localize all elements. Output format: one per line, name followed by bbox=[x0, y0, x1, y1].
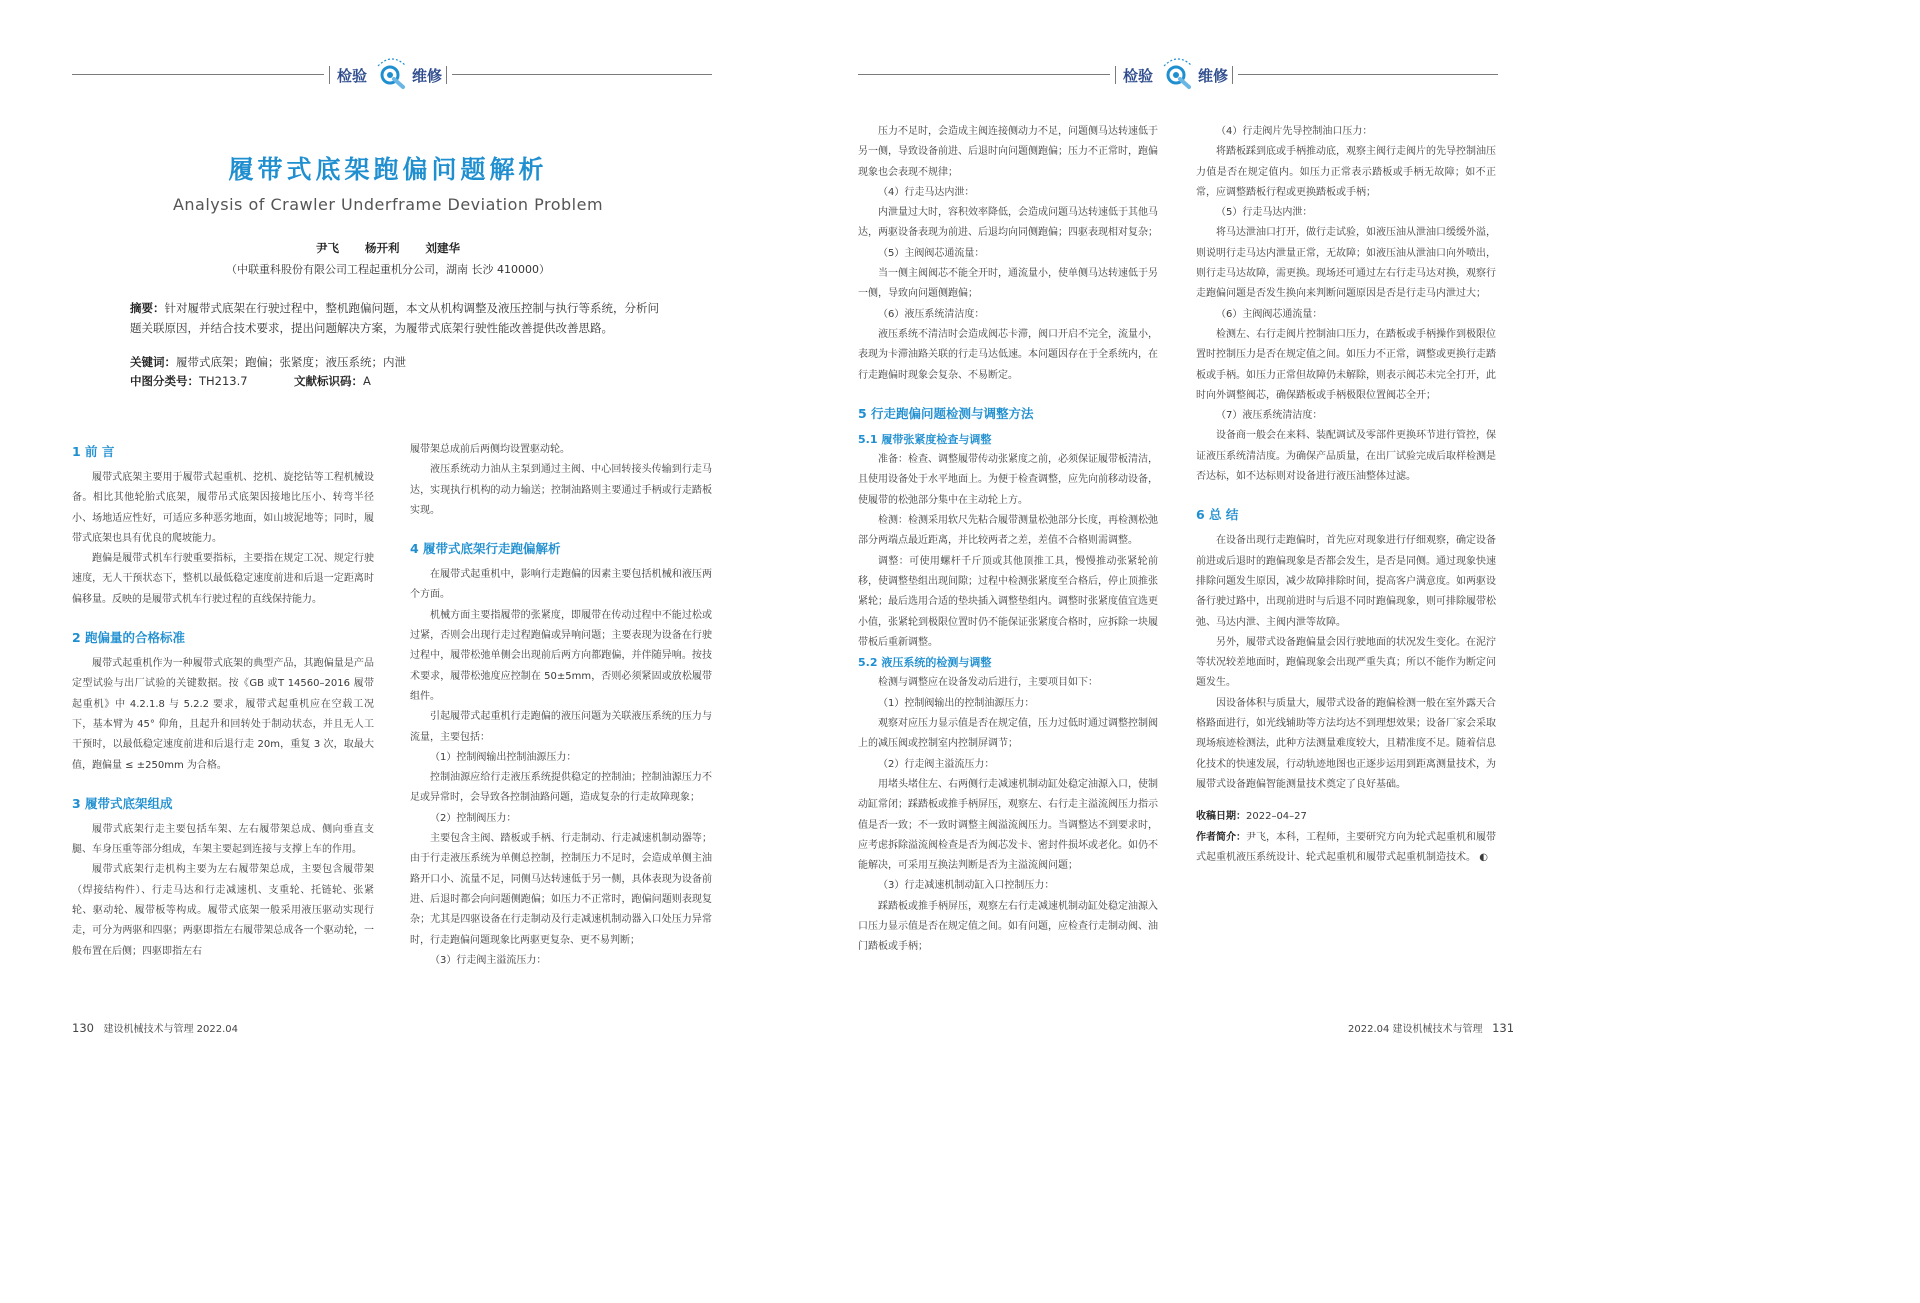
page-number: 130 bbox=[72, 1021, 94, 1035]
author-bio-text: 尹飞，本科，工程师，主要研究方向为轮式起重机和履带式起重机液压系统设计、轮式起重机和履带式起重机制造技术。 bbox=[1196, 831, 1496, 863]
end-mark-icon: ◐ bbox=[1479, 851, 1488, 863]
paragraph: 履带架总成前后两侧均设置驱动轮。 bbox=[410, 444, 570, 455]
paragraph: 履带式起重机作为一种履带式底架的典型产品，其跑偏量是产品定型试验与出厂试验的关键数据。按《GB 或T 14560–2016 履带起重机》中 4.2.1.8 与 5.2.2 要求，履带式起重机应在空载工况下，基本臂为 45° 仰角，且起升和回转处于制动状态，并且无人工干预时，以最低稳定速度前进和后退行走 20m，重复 3 次，取最大值，跑偏量 ≤ ±250mm 为合格。 bbox=[72, 658, 374, 771]
paragraph: 机械方面主要指履带的张紧度，即履带在传动过程中不能过松或过紧，否则会出现行走过程跑偏或异响问题；主要表现为设备在行驶过程中，履带松弛单侧会出现前后两方向都跑偏，并伴随异响。按技术要求，履带松弛度应控制在 50±5mm，否则必须紧固或放松履带组件。 bbox=[410, 609, 712, 702]
paragraph: 在履带式起重机中，影响行走跑偏的因素主要包括机械和液压两个方面。 bbox=[410, 569, 712, 601]
received-date-value: 2022–04–27 bbox=[1246, 811, 1307, 823]
received-date bbox=[1196, 807, 1496, 827]
header-keyword-inspection: 检验 bbox=[1123, 67, 1154, 85]
received-date-label: 收稿日期： bbox=[1196, 811, 1246, 823]
column-1 bbox=[72, 436, 374, 962]
paragraph: 履带式底架行走机构主要为左右履带架总成，主要包含履带架（焊接结构件）、行走马达和行走减速机、支重轮、托链轮、张紧轮、驱动轮、履带板等构成。履带式底架一般采用液压驱动实现行走，可分为两驱和四驱；两驱即指左右履带架总成各一个驱动轮，一般布置在后侧；四驱即指左右 bbox=[72, 864, 374, 957]
doc-code-label: 文献标识码： bbox=[294, 374, 363, 388]
paragraph: 引起履带式起重机行走跑偏的液压问题为关联液压系统的压力与流量，主要包括： bbox=[410, 711, 712, 743]
paragraph: 设备商一般会在来料、装配调试及零部件更换环节进行管控，保证液压系统清洁度。为确保产品质量，在出厂试验完成后取样检测是否达标，如不达标则对设备进行液压油整体过滤。 bbox=[1196, 430, 1496, 483]
paragraph: 履带式底架行走主要包括车架、左右履带架总成、侧向垂直支腿、车身压重等部分组成，车架主要起到连接与支撑上车的作用。 bbox=[72, 823, 374, 856]
keywords-label: 关键词： bbox=[130, 355, 176, 369]
paragraph: 用堵头堵住左、右两侧行走减速机制动缸处稳定油源入口，使制动缸常闭；踩踏板或推手柄屏压，观察左、右行走主溢流阀压力指示值是否一致；不一致时调整主阀溢流阀压力。当调整达不到要求时，应考虑拆除溢流阀检查是否为阀芯发卡、密封件损坏或老化。如仍不能解决，可采用互换法判断是否为主溢流阀问题； bbox=[858, 778, 1158, 872]
paragraph: 液压系统不清洁时会造成阀芯卡滞，阀口开启不完全，流量小，表现为卡滞油路关联的行走马达低速。本问题因存在于全系统内，在行走跑偏时现象会复杂、不易断定。 bbox=[858, 328, 1158, 381]
paragraph: （6）液压系统清洁度： bbox=[878, 308, 985, 320]
paragraph: 当一侧主阀阀芯不能全开时，通流量小，使单侧马达转速低于另一侧，导致向问题侧跑偏； bbox=[858, 268, 1158, 300]
clc-number bbox=[130, 373, 248, 389]
clc-label: 中图分类号： bbox=[130, 374, 199, 388]
doc-code-text: A bbox=[363, 374, 371, 388]
author-bio-label: 作者简介： bbox=[1196, 831, 1246, 843]
page-header bbox=[858, 58, 1498, 92]
section-heading: 4 履带式底架行走跑偏解析 bbox=[410, 541, 561, 557]
paragraph: 检测与调整应在设备发动后进行，主要项目如下： bbox=[878, 677, 1098, 689]
paragraph: 内泄量过大时，容积效率降低，会造成问题马达转速低于其他马达，两驱设备表现为前进、后退均向同侧跑偏；四驱表现相对复杂； bbox=[858, 207, 1158, 239]
paragraph: （2）行走阀主溢流压力： bbox=[878, 758, 995, 770]
paragraph: （1）控制阀输出的控制油源压力： bbox=[878, 697, 1035, 709]
header-rule bbox=[1238, 74, 1498, 75]
section-heading: 2 跑偏量的合格标准 bbox=[72, 630, 186, 646]
abstract-label: 摘要： bbox=[130, 301, 165, 315]
article-subtitle: Analysis of Crawler Underframe Deviation Problem bbox=[172, 195, 604, 214]
paragraph: 控制油源应给行走液压系统提供稳定的控制油；控制油源压力不足或异常时，会导致各控制油路问题，造成复杂的行走故障现象； bbox=[410, 772, 712, 804]
author-bio bbox=[1196, 828, 1496, 869]
wrench-gear-icon bbox=[1158, 52, 1198, 92]
subsection-heading: 5.1 履带张紧度检查与调整 bbox=[858, 432, 992, 446]
page-number: 131 bbox=[1492, 1021, 1515, 1035]
paragraph: （5）行走马达内泄： bbox=[1216, 207, 1313, 219]
page-header bbox=[72, 58, 712, 92]
abstract-text: 针对履带式底架在行驶过程中，整机跑偏问题，本文从机构调整及液压控制与执行等系统，分析问题关联原因，并结合技术要求，提出问题解决方案，为履带式底架行驶性能改善提供改善思路。 bbox=[130, 301, 659, 335]
right-page bbox=[776, 0, 1552, 1054]
column-2 bbox=[410, 440, 712, 971]
header-keyword-repair: 维修 bbox=[1198, 67, 1229, 85]
header-rule bbox=[858, 74, 1110, 75]
paragraph: （1）控制阀输出控制油源压力： bbox=[430, 751, 577, 763]
keywords-text: 履带式底架；跑偏；张紧度；液压系统；内泄 bbox=[176, 355, 406, 369]
paragraph: 踩踏板或推手柄屏压，观察左右行走减速机制动缸处稳定油源入口压力显示值是否在规定值之间。如有问题，应检查行走制动阀、油门踏板或手柄； bbox=[858, 900, 1158, 953]
paragraph: （6）主阀阀芯通流量： bbox=[1216, 308, 1323, 320]
article-title: 履带式底架跑偏问题解析 bbox=[228, 155, 548, 184]
header-keyword-repair: 维修 bbox=[412, 67, 443, 85]
paragraph: （2）控制阀压力： bbox=[430, 812, 517, 824]
abstract bbox=[130, 298, 660, 338]
paragraph: 将马达泄油口打开，做行走试验，如液压油从泄油口缓缓外溢，则说明行走马达内泄量正常，无故障；如液压油从泄油口向外喷出，则行走马达故障，需更换。现场还可通过左右行走马达对换，观察行走跑偏问题是否发生换向来判断问题原因是否是行走马内泄过大； bbox=[1196, 227, 1496, 300]
footer-left bbox=[72, 1020, 238, 1035]
paragraph: 调整：可使用螺杆千斤顶或其他顶推工具，慢慢推动张紧轮前移，使调整垫组出现间隙；过程中检测张紧度至合格后，停止顶推张紧轮；最后选用合适的垫块插入调整垫组内。调整时张紧度值宜选更小值，张紧轮到极限位置时仍不能保证张紧度合格时，应拆除一块履带板后重新调整。 bbox=[858, 555, 1158, 648]
column-3 bbox=[858, 122, 1158, 958]
section-heading: 3 履带式底架组成 bbox=[72, 795, 173, 811]
paragraph: 液压系统动力油从主泵到通过主阀、中心回转接头传输到行走马达，实现执行机构的动力输送；控制油路则主要通过手柄或行走踏板实现。 bbox=[410, 464, 712, 516]
paragraph: 主要包含主阀、踏板或手柄、行走制动、行走减速机制动器等；由于行走液压系统为单侧总控制，控制压力不足时，会造成单侧主油路开口小、流量不足，同侧马达转速低于另一侧，具体表现为设备前进、后退时都会向问题侧跑偏；如压力不正常时，跑偏问题则表现复杂；尤其是四驱设备在行走制动及行走减速机制动器入口处压力异常时，行走跑偏问题现象比两驱更复杂、更不易判断； bbox=[410, 833, 712, 946]
section-heading: 6 总 结 bbox=[1196, 507, 1239, 523]
affiliation: （中联重科股份有限公司工程起重机分公司，湖南 长沙 410000） bbox=[226, 263, 550, 276]
clc-text: TH213.7 bbox=[199, 374, 248, 388]
paragraph: 压力不足时，会造成主阀连接侧动力不足，问题侧马达转速低于另一侧，导致设备前进、后退时向问题侧跑偏；压力不正常时，跑偏现象也会表现不规律； bbox=[858, 126, 1158, 178]
paragraph: （3）行走阀主溢流压力： bbox=[430, 954, 547, 966]
paragraph: 准备：检查、调整履带传动张紧度之前，必须保证履带板清洁，且使用设备处于水平地面上。为便于检查调整，应先向前移动设备，使履带的松弛部分集中在主动轮上方。 bbox=[858, 454, 1158, 506]
header-rule bbox=[452, 74, 712, 75]
paragraph: （5）主阀阀芯通流量： bbox=[878, 247, 985, 259]
header-divider bbox=[1115, 66, 1116, 84]
journal-name: 建设机械技术与管理 2022.04 bbox=[103, 1024, 239, 1035]
header-divider bbox=[329, 66, 330, 84]
section-heading: 5 行走跑偏问题检测与调整方法 bbox=[858, 405, 1034, 421]
paragraph: 跑偏是履带式机车行驶重要指标，主要指在规定工况、规定行驶速度，无人干预状态下，整机以最低稳定速度前进和后退一定距离时偏移量。反映的是履带式机车行驶过程的直线保持能力。 bbox=[72, 553, 374, 605]
journal-name: 2022.04 建设机械技术与管理 bbox=[1348, 1024, 1483, 1035]
left-page bbox=[0, 0, 776, 1054]
paragraph: 检测左、右行走阀片控制油口压力，在踏板或手柄操作到极限位置时控制压力是否在规定值之间。如压力不正常，调整或更换行走踏板或手柄。如压力正常但故障仍未解除，则表示阀芯未完全打开，此时向外调整阀芯，确保踏板或手柄极限位置阀芯全开； bbox=[1196, 328, 1496, 401]
header-divider bbox=[446, 66, 447, 84]
keywords bbox=[130, 352, 406, 372]
paragraph: 将踏板踩到底或手柄推动底，观察主阀行走阀片的先导控制油压力值是否在规定值内。如压力正常表示踏板或手柄无故障；如不正常，应调整踏板行程或更换踏板或手柄； bbox=[1196, 146, 1496, 198]
authors: 尹飞 杨开利 刘建华 bbox=[315, 241, 460, 255]
column-4 bbox=[1196, 122, 1496, 868]
paragraph: （3）行走减速机制动缸入口控制压力： bbox=[878, 880, 1055, 892]
subsection-heading: 5.2 液压系统的检测与调整 bbox=[858, 656, 992, 670]
paragraph: 检测：检测采用软尺先粘合履带测量松弛部分长度，再检测松弛部分两端点最近距离，并比较两者之差，差值不合格则需调整。 bbox=[858, 515, 1158, 547]
footer-right bbox=[1348, 1020, 1514, 1035]
header-keyword-inspection: 检验 bbox=[337, 67, 368, 85]
document-code bbox=[294, 373, 371, 389]
paragraph: 在设备出现行走跑偏时，首先应对现象进行仔细观察，确定设备前进或后退时的跑偏现象是否都会发生，是否是同侧。通过现象快速排除问题发生原因，减少故障排除时间，提高客户满意度。如两驱设备行驶过路中，出现前进时与后退不同时跑偏现象，则可排除履带松弛、马达内泄、主阀内泄等故障。 bbox=[1196, 535, 1496, 628]
paragraph: 另外，履带式设备跑偏量会因行驶地面的状况发生变化。在泥泞等状况较差地面时，跑偏现象会出现严重失真；所以不能作为断定问题发生。 bbox=[1196, 636, 1496, 689]
wrench-gear-icon bbox=[372, 52, 412, 92]
paragraph: 观察对应压力显示值是否在规定值，压力过低时通过调整控制阀上的减压阀或控制室内控制屏调节； bbox=[858, 718, 1158, 750]
paragraph: （7）液压系统清洁度： bbox=[1216, 410, 1323, 422]
paragraph: （4）行走阀片先导控制油口压力： bbox=[1216, 126, 1373, 137]
paragraph: （4）行走马达内泄： bbox=[878, 186, 975, 198]
section-heading: 1 前 言 bbox=[72, 444, 115, 459]
header-divider bbox=[1232, 66, 1233, 84]
header-rule bbox=[72, 74, 324, 75]
paragraph: 履带式底架主要用于履带式起重机、挖机、旋挖钻等工程机械设备。相比其他轮胎式底架，履带吊式底架因接地比压小、转弯半径小、场地适应性好，可适应多种恶劣地面，如山坡泥地等；同时，履带式底架也具有优良的爬坡能力。 bbox=[72, 472, 374, 544]
paragraph: 因设备体积与质量大，履带式设备的跑偏检测一般在室外露天合格路面进行，如光线辅助等方法均达不到理想效果；设备厂家会采取现场痕迹检测法，此种方法测量难度较大，且精准度不足。随着信息化技术的快速发展，行动轨迹地图也正逐步运用到距离测量技术，为履带式设备跑偏智能测量技术奠定了良好基础。 bbox=[1196, 697, 1496, 790]
